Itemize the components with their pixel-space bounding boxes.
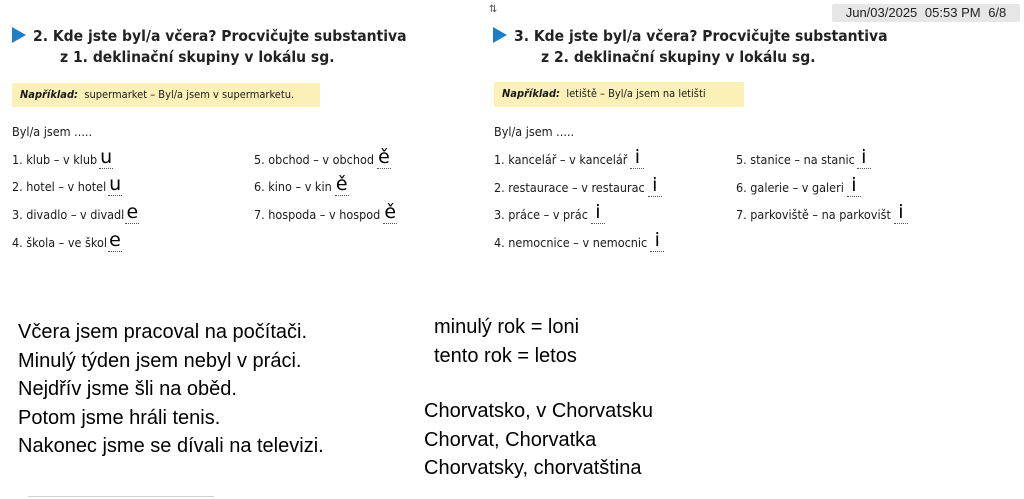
example-label: Například:: [502, 87, 561, 100]
example-text: letiště – Byl/a jsem na letišti: [566, 87, 706, 100]
note-line: Chorvatsko, v Chorvatsku: [424, 400, 653, 422]
note-line: Potom jsme hráli tenis.: [18, 406, 221, 429]
exercise2-item: 2. hotel – v hotel u: [12, 173, 122, 195]
exercise2-example: [12, 83, 320, 107]
exercise3-title-1: 3. Kde jste byl/a včera? Procvičujte substantiva: [514, 27, 888, 45]
handwritten-answer: u: [100, 146, 113, 168]
handwritten-answer: ě: [335, 173, 348, 195]
exercise2-lead: Byl/a jsem .....: [12, 124, 93, 139]
handwritten-answer: e: [126, 201, 139, 223]
example-label: Například:: [20, 88, 79, 101]
exercise2-item: 5. obchod – v obchod ě: [254, 146, 390, 168]
exercise3-title-2: z 2. deklinační skupiny v lokálu sg.: [541, 48, 816, 66]
exercise2-title-2: z 1. deklinační skupiny v lokálu sg.: [60, 48, 335, 66]
exercise2-item: 4. škola – ve škol e: [12, 229, 121, 251]
exercise2-item: 3. divadlo – v divadl e: [12, 201, 139, 223]
handwritten-answer: ě: [384, 201, 397, 223]
notes-left: [18, 318, 324, 461]
divider: [28, 496, 214, 497]
exercise3-item: 7. parkoviště – na parkovišt i: [736, 207, 908, 224]
exercise3-item: 3. práce – v prác i: [494, 207, 605, 224]
note-line: Včera jsem pracoval na počítači.: [18, 321, 308, 343]
exercise2-item: 6. kino – v kin ě: [254, 173, 348, 195]
handwritten-answer: ě: [378, 146, 390, 168]
exercise3-lead: Byl/a jsem .....: [494, 124, 575, 139]
exercise3-example: [494, 82, 744, 107]
notes-right-bottom: [424, 397, 653, 483]
handwritten-answer: i: [861, 146, 867, 168]
exercise3-item: 2. restaurace – v restaurac i: [494, 180, 662, 197]
exercise2-item: 7. hospoda – v hospod ě: [254, 201, 397, 223]
status-time: 05:53 PM: [924, 5, 981, 20]
example-text: supermarket – Byl/a jsem v supermarketu.: [84, 88, 295, 101]
exercise3-item: 6. galerie – v galeri i: [736, 180, 861, 197]
sync-icon[interactable]: ⇅: [489, 4, 498, 15]
handwritten-answer: e: [109, 229, 121, 251]
handwritten-answer: i: [898, 201, 904, 223]
status-page: 6/8: [988, 5, 1007, 20]
note-line: tento rok = letos: [434, 344, 577, 367]
note-line: Minulý týden jsem nebyl v práci.: [18, 349, 302, 372]
exercise2-item: 1. klub – v klub u: [12, 146, 113, 168]
status-bar: [832, 4, 1020, 22]
handwritten-answer: u: [109, 173, 122, 195]
note-line: Chorvat, Chorvatka: [424, 428, 597, 451]
notes-right-top: [434, 313, 579, 370]
handwritten-answer: i: [634, 146, 641, 168]
handwritten-answer: i: [654, 229, 660, 251]
play-arrow-icon: [12, 27, 26, 43]
handwritten-answer: i: [652, 174, 658, 196]
handwritten-answer: i: [595, 201, 601, 223]
play-arrow-icon: [493, 27, 507, 43]
exercise2-title-1: 2. Kde jste byl/a včera? Procvičujte substantiva: [33, 27, 407, 45]
note-line: Nakonec jsme se dívali na televizi.: [18, 435, 324, 457]
note-line: Chorvatsky, chorvatština: [424, 457, 642, 479]
exercise3-item: 1. kancelář – v kancelář i: [494, 152, 644, 169]
note-line: minulý rok = loni: [434, 316, 580, 338]
status-date: Jun/03/2025: [845, 5, 918, 20]
exercise3-item: 4. nemocnice – v nemocnic i: [494, 235, 664, 252]
handwritten-answer: i: [851, 174, 857, 196]
exercise3-item: 5. stanice – na stanic i: [736, 152, 871, 169]
note-line: Nejdřív jsme šli na oběd.: [18, 378, 237, 400]
